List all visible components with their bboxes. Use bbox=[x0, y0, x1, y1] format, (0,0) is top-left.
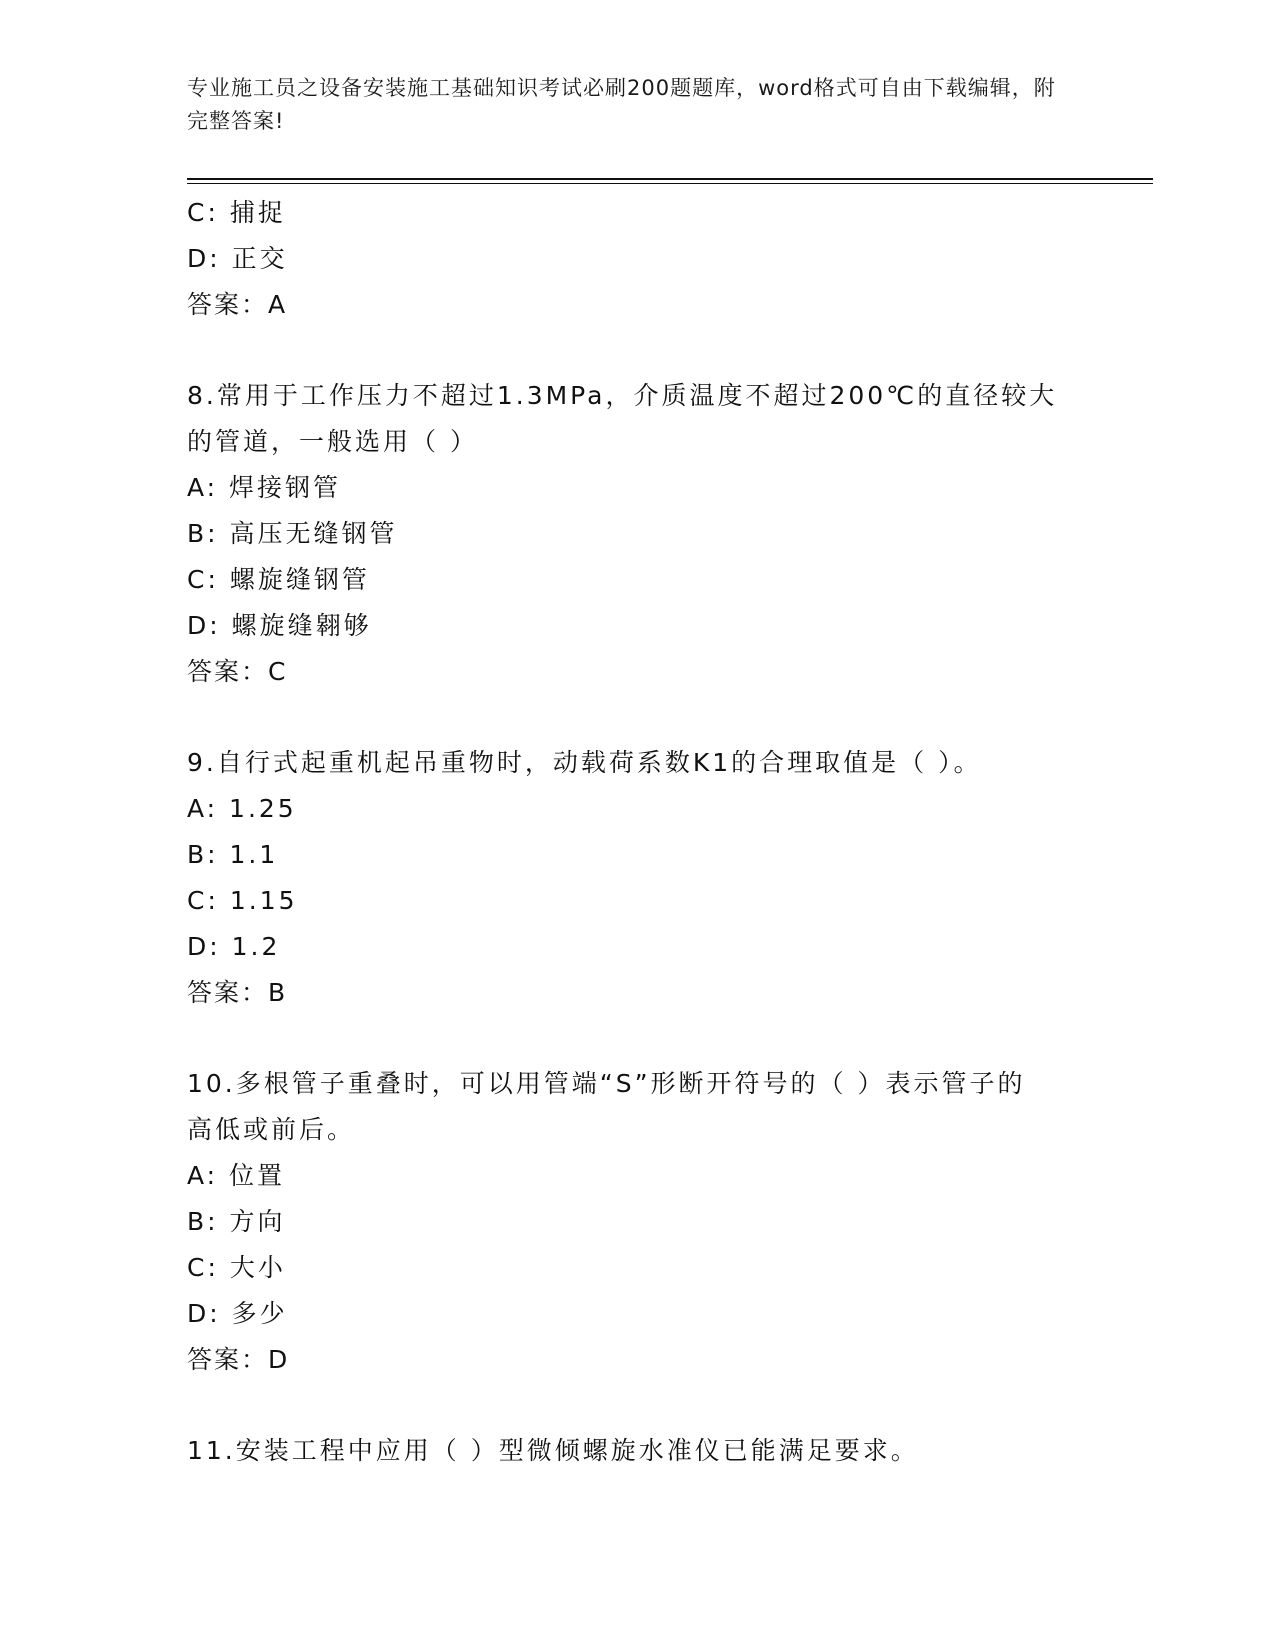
header-divider-thick bbox=[187, 178, 1153, 180]
option-a bbox=[187, 465, 1087, 511]
question-content bbox=[187, 190, 1087, 1474]
option-text: 多少 bbox=[231, 1299, 288, 1328]
option-c bbox=[187, 1245, 1087, 1291]
option-letter: C: bbox=[187, 886, 219, 915]
option-letter: D: bbox=[187, 611, 221, 640]
option-letter: D: bbox=[187, 1299, 221, 1328]
option-text: 位置 bbox=[229, 1161, 286, 1190]
option-text: 高压无缝钢管 bbox=[229, 519, 398, 548]
question-11 bbox=[187, 1428, 1087, 1474]
option-letter: C: bbox=[187, 198, 219, 227]
option-c bbox=[187, 190, 1087, 236]
option-text: 螺旋缝翱够 bbox=[231, 611, 372, 640]
option-d bbox=[187, 603, 1087, 649]
option-letter: A: bbox=[187, 1161, 219, 1190]
answer-line: 答案：B bbox=[187, 978, 288, 1007]
option-letter: B: bbox=[187, 519, 219, 548]
option-d bbox=[187, 236, 1087, 282]
answer-line: 答案：C bbox=[187, 657, 288, 686]
partial-question bbox=[187, 190, 1087, 328]
option-b bbox=[187, 511, 1087, 557]
question-text-line-1: 10.多根管子重叠时，可以用管端“S”形断开符号的（ ）表示管子的 bbox=[187, 1069, 1026, 1098]
answer-line: 答案：A bbox=[187, 290, 288, 319]
spacer bbox=[187, 1383, 1087, 1428]
option-text: 方向 bbox=[229, 1207, 286, 1236]
option-letter: A: bbox=[187, 794, 219, 823]
question-text-line-1: 9.自行式起重机起吊重物时，动载荷系数K1的合理取值是（ ）。 bbox=[187, 748, 982, 777]
answer-line: 答案：D bbox=[187, 1345, 290, 1374]
option-b bbox=[187, 832, 1087, 878]
header-divider-thin bbox=[187, 183, 1153, 184]
option-text: 正交 bbox=[231, 244, 288, 273]
option-a bbox=[187, 1153, 1087, 1199]
option-text: 1.2 bbox=[231, 932, 281, 961]
option-text: 1.1 bbox=[229, 840, 279, 869]
question-text-line-1: 11.安装工程中应用（ ）型微倾螺旋水准仪已能满足要求。 bbox=[187, 1436, 919, 1465]
spacer bbox=[187, 695, 1087, 740]
spacer bbox=[187, 328, 1087, 373]
option-letter: B: bbox=[187, 840, 219, 869]
option-c bbox=[187, 557, 1087, 603]
option-text: 1.25 bbox=[229, 794, 297, 823]
option-letter: D: bbox=[187, 932, 221, 961]
option-text: 捕捉 bbox=[229, 198, 286, 227]
spacer bbox=[187, 1016, 1087, 1061]
option-letter: B: bbox=[187, 1207, 219, 1236]
option-letter: C: bbox=[187, 1253, 219, 1282]
option-text: 螺旋缝钢管 bbox=[229, 565, 370, 594]
option-d bbox=[187, 924, 1087, 970]
option-c bbox=[187, 878, 1087, 924]
question-8 bbox=[187, 373, 1087, 695]
option-text: 1.15 bbox=[229, 886, 298, 915]
document-header: 专业施工员之设备安装施工基础知识考试必刷200题题库，word格式可自由下载编辑，附完整答案! bbox=[187, 76, 1056, 133]
question-text-line-1: 8.常用于工作压力不超过1.3MPa，介质温度不超过200℃的直径较大 bbox=[187, 381, 1058, 410]
option-text: 焊接钢管 bbox=[229, 473, 342, 502]
question-10 bbox=[187, 1061, 1087, 1383]
option-a bbox=[187, 786, 1087, 832]
question-text-line-2: 的管道，一般选用（ ） bbox=[187, 427, 478, 456]
option-b bbox=[187, 1199, 1087, 1245]
option-letter: C: bbox=[187, 565, 219, 594]
question-text-line-2: 高低或前后。 bbox=[187, 1115, 356, 1144]
option-letter: D: bbox=[187, 244, 221, 273]
question-9 bbox=[187, 740, 1087, 1016]
option-letter: A: bbox=[187, 473, 219, 502]
option-d bbox=[187, 1291, 1087, 1337]
option-text: 大小 bbox=[229, 1253, 286, 1282]
